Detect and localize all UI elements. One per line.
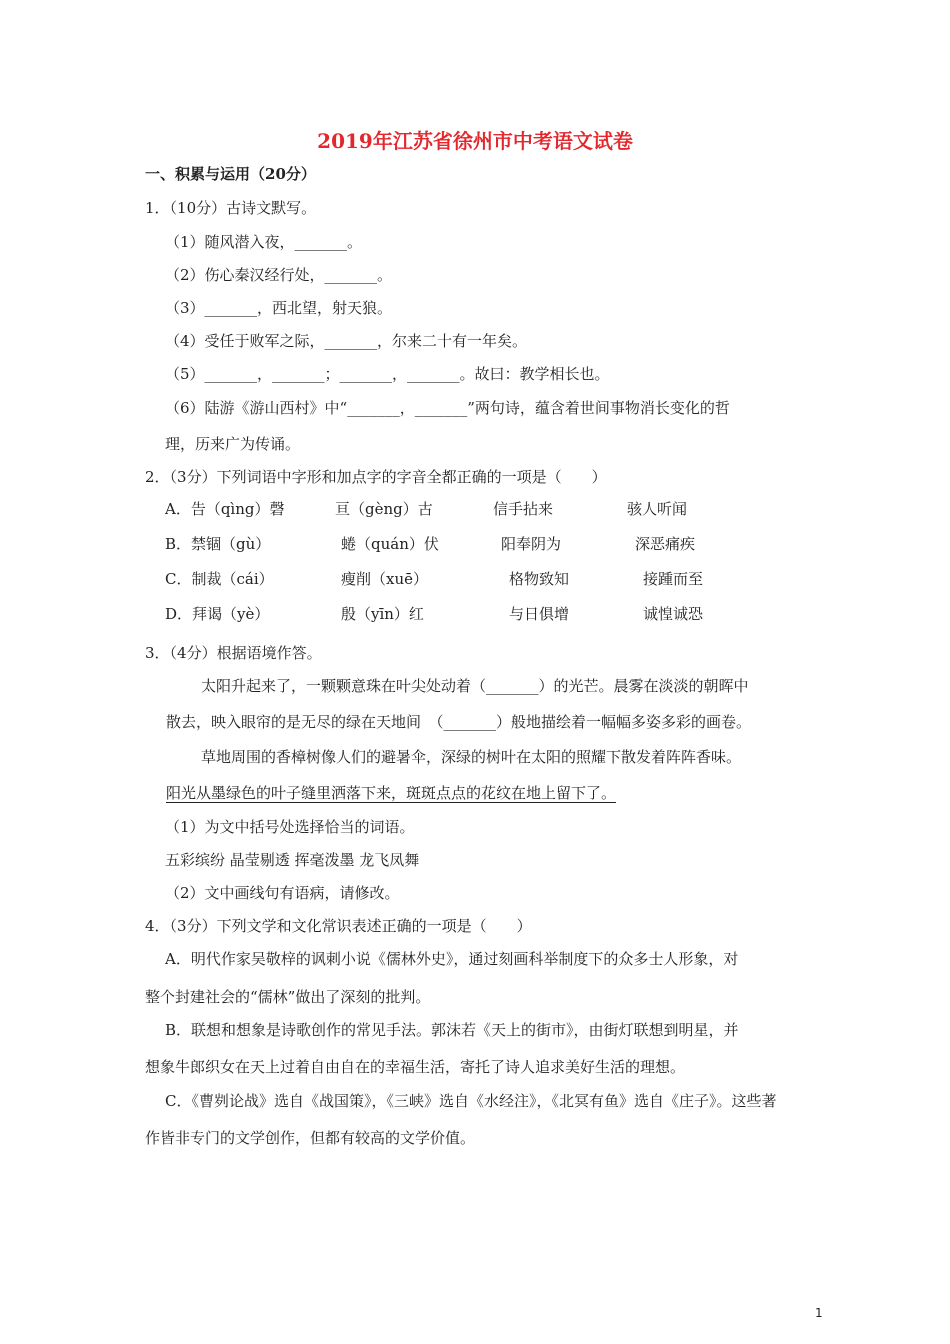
option-a-word-2: 亘（gèng）古: [335, 500, 433, 518]
option-d-word-2: 殷（yīn）红: [341, 605, 424, 623]
option-c-word-2: 瘦削（xuē）: [341, 570, 428, 588]
option-b-word-2: 蜷（quán）伏: [341, 535, 439, 553]
option-c-word-3: 格物致知: [509, 570, 570, 588]
question-1-item: （5）_______，_______；_______，_______。故曰：教学相长也。: [165, 365, 610, 383]
question-1-item: （2）伤心秦汉经行处，_______。: [165, 266, 393, 284]
option-a-line: A．明代作家吴敬梓的讽刺小说《儒林外史》，通过刻画科举制度下的众多士人形象，对: [165, 950, 739, 968]
question-1-stem: 1．（10分）古诗文默写。: [145, 199, 317, 217]
question-1-item: 理，历来广为传诵。: [165, 435, 301, 453]
question-3-sub-2: （2）文中画线句有语病，请修改。: [165, 884, 400, 902]
question-3-stem: 3．（4分）根据语境作答。: [145, 644, 322, 662]
question-3-sub-1: （1）为文中括号处选择恰当的词语。: [165, 818, 415, 836]
option-b-line: 想象牛郎织女在天上过着自由自在的幸福生活，寄托了诗人追求美好生活的理想。: [145, 1058, 686, 1076]
option-b-word-4: 深恶痛疾: [635, 535, 696, 553]
option-d-word-1: D．拜谒（yè）: [165, 605, 270, 623]
option-a-line: 整个封建社会的“儒林”做出了深刻的批判。: [145, 988, 431, 1006]
underlined-sentence: 阳光从墨绿色的叶子缝里洒落下来，斑斑点点的花纹在地上留下了。: [166, 784, 617, 802]
option-b-line: B．联想和想象是诗歌创作的常见手法。郭沫若《天上的街市》，由街灯联想到明星，并: [165, 1021, 739, 1039]
page-title: 2019年江苏省徐州市中考语文试卷: [317, 129, 633, 153]
passage-line: 散去，映入眼帘的是无尽的绿在天地间 （_______）般地描绘着一幅幅多姿多彩的画卷。: [166, 713, 752, 731]
passage-line: 草地周围的香樟树像人们的避暑伞，深绿的树叶在太阳的照耀下散发着阵阵香味。: [201, 748, 742, 766]
question-1-item: （1）随风潜入夜，_______。: [165, 233, 363, 251]
word-options: 五彩缤纷 晶莹剔透 挥毫泼墨 龙飞凤舞: [165, 851, 420, 869]
option-c-word-1: C．制裁（cái）: [165, 570, 274, 588]
option-a-word-4: 骇人听闻: [627, 500, 688, 518]
option-c-word-4: 接踵而至: [643, 570, 704, 588]
section-heading: 一、积累与运用（20分）: [145, 165, 316, 183]
page-number: 1: [815, 1306, 823, 1320]
passage-line: 太阳升起来了，一颗颗意珠在叶尖处动着（_______）的光芒。晨雾在淡淡的朝晖中: [201, 677, 749, 695]
option-a-word-1: A．告（qìng）磬: [165, 500, 285, 518]
option-d-word-4: 诚惶诚恐: [643, 605, 704, 623]
option-a-word-3: 信手拈来: [493, 500, 554, 518]
question-2-stem: 2．（3分）下列词语中字形和加点字的字音全都正确的一项是（ ）: [145, 468, 607, 486]
question-1-item: （6）陆游《游山西村》中“_______，_______”两句诗，蕴含着世间事物消长变化的哲: [165, 399, 730, 417]
option-b-word-1: B．禁锢（gù）: [165, 535, 271, 553]
question-4-stem: 4．（3分）下列文学和文化常识表述正确的一项是（ ）: [145, 917, 532, 935]
question-1-item: （4）受任于败军之际，_______，尔来二十有一年矣。: [165, 332, 528, 350]
option-c-line: 作皆非专门的文学创作，但都有较高的文学价值。: [145, 1129, 476, 1147]
question-1-item: （3）_______，西北望，射天狼。: [165, 299, 393, 317]
option-d-word-3: 与日俱增: [509, 605, 570, 623]
option-b-word-3: 阳奉阴为: [501, 535, 562, 553]
option-c-line: C．《曹刿论战》选自《战国策》，《三峡》选自《水经注》，《北冥有鱼》选自《庄子》。这些著: [165, 1092, 777, 1110]
